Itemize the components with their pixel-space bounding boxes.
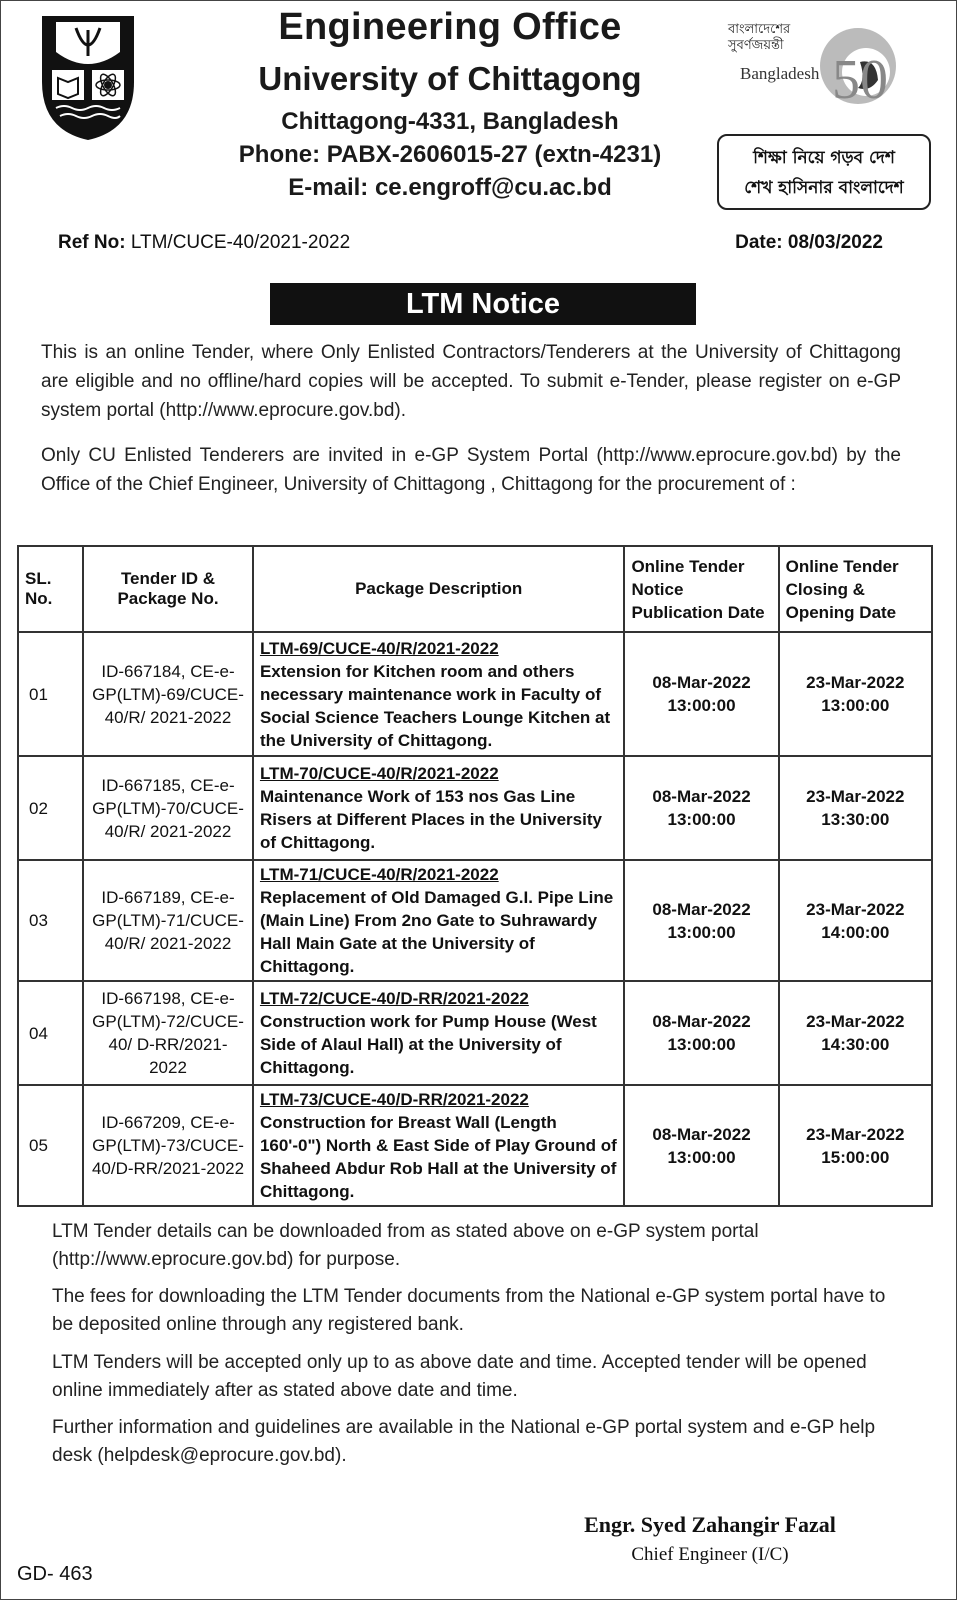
tender-table [17, 545, 933, 1207]
row-publication [624, 860, 778, 981]
row-tender-id: ID-667185, CE-e-GP(LTM)-70/CUCE-40/R/ 2021-2022 [83, 756, 253, 860]
row-description [253, 860, 625, 981]
footer-note-3: LTM Tenders will be accepted only up to as above date and time. Accepted tender will be opened online immediately after as stated above date and time. [52, 1352, 867, 1401]
intro-paragraph-2: Only CU Enlisted Tenderers are invited in e-GP System Portal (http://www.eprocure.gov.bd) by the Office of the Chief Engineer, University of Chittagong , Chittagong for the procurement of : [41, 445, 901, 495]
jubilee-bengali [728, 22, 790, 54]
ref-number [58, 232, 350, 254]
table-row [18, 860, 932, 981]
gd-code: GD- 463 [17, 1563, 93, 1585]
row-publication [624, 1085, 778, 1206]
slogan-line1: শিক্ষা নিয়ে গড়ব দেশ [753, 148, 895, 168]
jubilee-number: 50 [832, 49, 888, 111]
office-title: Engineering Office [278, 6, 622, 48]
row-package-ref: LTM-71/CUCE-40/R/2021-2022 [259, 865, 499, 884]
ref-label: Ref No: [58, 232, 126, 253]
row-package-ref: LTM-69/CUCE-40/R/2021-2022 [259, 638, 499, 658]
row-tender-id: ID-667209, CE-e-GP(LTM)-73/CUCE-40/D-RR/2021-2022 [83, 1085, 253, 1206]
row-sl: 05 [18, 1085, 83, 1206]
row-close-date: 23-Mar-2022 [806, 787, 905, 806]
row-pub-time: 13:00:00 [667, 1147, 736, 1167]
row-sl: 01 [18, 632, 83, 756]
footer-note-4: Further information and guidelines are available in the National e-GP portal system and e-GP help desk (helpdesk@eprocure.gov.bd). [52, 1417, 876, 1466]
row-description-text: Extension for Kitchen room and others necessary maintenance work in Faculty of Social Science Teachers Lounge Kitchen at the University of Chittagong. [259, 661, 611, 750]
slogan-line2: শেখ হাসিনার বাংলাদেশ [744, 178, 904, 198]
table-header-row [18, 546, 932, 632]
row-pub-date: 08-Mar-2022 [652, 1124, 751, 1144]
table-row [18, 632, 932, 756]
email-line: E-mail: ce.engroff@cu.ac.bd [288, 174, 612, 201]
row-publication [624, 756, 778, 860]
row-publication [624, 981, 778, 1085]
ref-value: LTM/CUCE-40/2021-2022 [130, 232, 351, 253]
table-row [18, 981, 932, 1085]
header-publication-date: Online Tender Notice Publication Date [624, 546, 778, 632]
table-row [18, 756, 932, 860]
row-sl: 03 [18, 860, 83, 981]
row-publication [624, 632, 778, 756]
row-tender-id: ID-667198, CE-e-GP(LTM)-72/CUCE-40/ D-RR/2021-2022 [83, 981, 253, 1085]
row-closing [779, 756, 932, 860]
jubilee-bengali-line1: বাংলাদেশের [728, 22, 791, 37]
row-description [253, 756, 625, 860]
row-close-date: 23-Mar-2022 [806, 899, 905, 919]
footer-note-2: The fees for downloading the LTM Tender documents from the National e-GP system portal have to be deposited online through any registered bank. [52, 1286, 886, 1335]
row-closing [779, 981, 932, 1085]
row-pub-date: 08-Mar-2022 [652, 673, 751, 692]
header-tender-id: Tender ID & Package No. [83, 546, 253, 632]
signature-block [560, 1512, 860, 1566]
row-pub-date: 08-Mar-2022 [652, 1012, 751, 1031]
row-close-time: 13:30:00 [821, 810, 890, 829]
intro-paragraph-1: This is an online Tender, where Only Enlisted Contractors/Tenderers at the University of Chittagong are eligible and no offline/hard copies will be accepted. To submit e-Tender, please register on e-GP system portal (http://www.eprocure.gov.bd). [41, 342, 901, 421]
row-tender-id: ID-667189, CE-e-GP(LTM)-71/CUCE-40/R/ 2021-2022 [83, 860, 253, 981]
notice-date: Date: 08/03/2022 [735, 232, 883, 253]
row-description-text: Maintenance Work of 153 nos Gas Line Risers at Different Places in the University of Chittagong. [259, 787, 602, 852]
row-closing [779, 860, 932, 981]
row-close-time: 14:00:00 [821, 922, 890, 942]
row-close-time: 13:00:00 [821, 696, 890, 715]
university-logo [36, 12, 140, 144]
row-pub-time: 13:00:00 [667, 810, 736, 829]
row-description [253, 981, 625, 1085]
row-tender-id: ID-667184, CE-e-GP(LTM)-69/CUCE-40/R/ 2021-2022 [83, 632, 253, 756]
row-sl: 02 [18, 756, 83, 860]
row-description [253, 1085, 625, 1206]
row-close-time: 14:30:00 [821, 1035, 890, 1054]
slogan-box [717, 134, 931, 210]
notice-title: LTM Notice [270, 283, 696, 325]
header-description: Package Description [253, 546, 625, 632]
phone-line: Phone: PABX-2606015-27 (extn-4231) [238, 141, 662, 168]
row-package-ref: LTM-73/CUCE-40/D-RR/2021-2022 [259, 1090, 529, 1109]
row-package-ref: LTM-72/CUCE-40/D-RR/2021-2022 [259, 989, 529, 1008]
row-closing [779, 1085, 932, 1206]
row-pub-time: 13:00:00 [667, 922, 736, 942]
row-close-date: 23-Mar-2022 [806, 1012, 905, 1031]
row-description [253, 632, 625, 756]
row-pub-time: 13:00:00 [667, 1035, 736, 1054]
row-close-date: 23-Mar-2022 [806, 673, 905, 692]
row-close-time: 15:00:00 [821, 1147, 890, 1167]
table-row [18, 1085, 932, 1206]
row-pub-date: 08-Mar-2022 [652, 787, 751, 806]
header-closing-date: Online Tender Closing & Opening Date [779, 546, 932, 632]
row-package-ref: LTM-70/CUCE-40/R/2021-2022 [259, 764, 499, 783]
row-closing [779, 632, 932, 756]
signatory-name: Engr. Syed Zahangir Fazal [584, 1512, 836, 1537]
university-title: University of Chittagong [258, 60, 642, 97]
row-pub-date: 08-Mar-2022 [652, 899, 751, 919]
jubilee-emblem [720, 14, 900, 124]
row-description-text: Construction work for Pump House (West Side of Alaul Hall) at the University of Chittagong. [259, 1012, 597, 1077]
footer-note-1: LTM Tender details can be downloaded from as stated above on e-GP system portal (http://www.eprocure.gov.bd) for purpose. [52, 1221, 759, 1270]
row-description-text: Construction for Breast Wall (Length 160'-0") North & East Side of Play Ground of Shaheed Abdur Rob Hall at the University of Chittagong. [259, 1113, 617, 1201]
jubilee-bengali-line2: সুবর্ণজয়ন্তী [728, 38, 784, 53]
header-sl: SL. No. [18, 546, 83, 632]
row-description-text: Replacement of Old Damaged G.I. Pipe Line (Main Line) From 2no Gate to Suhrawardy Hall Main Gate at the University of Chittagong. [259, 888, 614, 976]
row-close-date: 23-Mar-2022 [806, 1124, 905, 1144]
address-line: Chittagong-4331, Bangladesh [281, 108, 619, 135]
row-pub-time: 13:00:00 [667, 696, 736, 715]
row-sl: 04 [18, 981, 83, 1085]
jubilee-country: Bangladesh [740, 64, 820, 83]
signatory-designation: Chief Engineer (I/C) [631, 1544, 789, 1565]
